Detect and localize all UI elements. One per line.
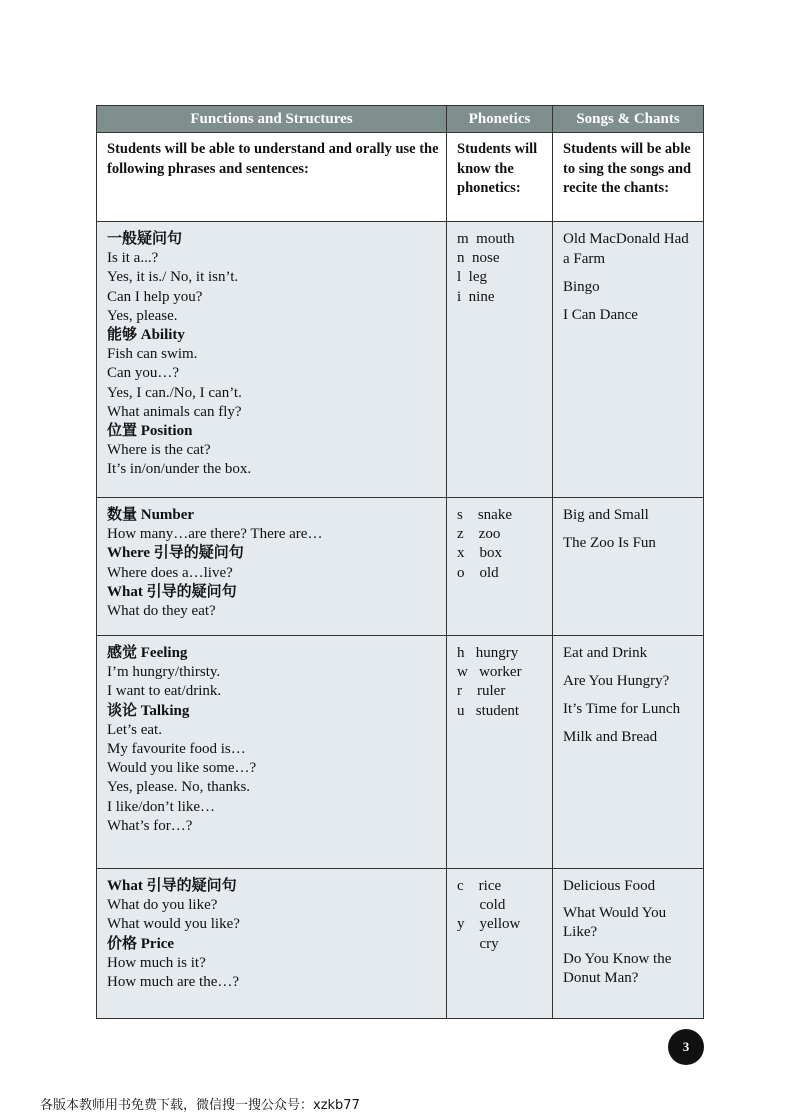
table-row xyxy=(97,222,704,498)
phonetic-item: w worker xyxy=(457,664,522,681)
section-heading: 数量 Number xyxy=(107,507,195,523)
footer-note: 各版本教师用书免费下载，微信搜一搜公众号：xzkb77 xyxy=(40,1098,360,1113)
page-number: 3 xyxy=(668,1029,704,1065)
phrase-line: Can I help you? xyxy=(107,288,203,305)
phonetics-cell xyxy=(447,869,553,1019)
phrase-line: It’s in/on/under the box. xyxy=(107,461,252,478)
song-title: Are You Hungry? xyxy=(563,673,670,689)
functions-cell xyxy=(97,222,447,498)
phonetic-item: cold xyxy=(457,897,506,914)
phrase-line: What do they eat? xyxy=(107,603,216,620)
phrase-line: Let’s eat. xyxy=(107,721,162,738)
phrase-line: Yes, I can./No, I can’t. xyxy=(107,384,242,401)
phonetic-item: h hungry xyxy=(457,645,519,661)
section-heading: Where 引导的疑问句 xyxy=(107,545,244,562)
phonetics-cell xyxy=(447,636,553,869)
intro-phonetics-text: Students will know the phonetics: xyxy=(457,141,538,196)
phrase-line: Where does a…live? xyxy=(107,564,233,581)
phrase-line: I want to eat/drink. xyxy=(107,683,222,700)
song-title: What Would You Like? xyxy=(563,904,667,940)
phrase-line: Yes, please. xyxy=(107,307,178,324)
table-row xyxy=(97,636,704,869)
section-heading: 位置 Position xyxy=(107,423,193,440)
intro-functions-text: Students will be able to understand and orally use the following phrases and sentences: xyxy=(107,141,439,177)
functions-cell xyxy=(97,498,447,636)
header-phonetics: Phonetics xyxy=(447,106,553,133)
phrase-line: Where is the cat? xyxy=(107,442,211,459)
phrase-line: How much is it? xyxy=(107,954,206,971)
phrase-line: I’m hungry/thirsty. xyxy=(107,664,221,681)
header-row xyxy=(97,106,704,133)
intro-row xyxy=(97,133,704,222)
phrase-line: My favourite food is… xyxy=(107,741,246,758)
phrase-line: Yes, please. No, thanks. xyxy=(107,779,251,796)
section-heading: 一般疑问句 xyxy=(107,231,183,247)
header-songs: Songs & Chants xyxy=(553,106,704,133)
song-title: The Zoo Is Fun xyxy=(563,535,656,551)
phonetics-cell xyxy=(447,222,553,498)
phrase-line: I like/don’t like… xyxy=(107,798,216,815)
song-title: Milk and Bread xyxy=(563,729,658,745)
section-heading: What 引导的疑问句 xyxy=(107,583,237,600)
phrase-line: Yes, it is./ No, it isn’t. xyxy=(107,269,239,286)
phrase-line: What’s for…? xyxy=(107,817,193,834)
phonetic-item: y yellow xyxy=(457,916,521,933)
songs-cell xyxy=(553,869,704,1019)
table-row xyxy=(97,869,704,1019)
header-functions: Functions and Structures xyxy=(97,106,447,133)
intro-functions xyxy=(97,133,447,222)
songs-cell xyxy=(553,222,704,498)
phrase-line: Can you…? xyxy=(107,365,180,382)
phrase-line: What would you like? xyxy=(107,916,240,933)
phonetic-item: s snake xyxy=(457,507,512,523)
phrase-line: Fish can swim. xyxy=(107,346,198,363)
song-title: I Can Dance xyxy=(563,306,638,323)
song-title: Eat and Drink xyxy=(563,645,648,661)
phonetic-item: l leg xyxy=(457,269,487,286)
phonetic-item: o old xyxy=(457,564,499,581)
intro-phonetics xyxy=(447,133,553,222)
song-title: Big and Small xyxy=(563,507,649,523)
phonetics-cell xyxy=(447,498,553,636)
phonetic-item: i nine xyxy=(457,288,495,305)
section-heading: 能够 Ability xyxy=(107,327,185,344)
phonetic-item: u student xyxy=(457,702,520,719)
phonetic-item: x box xyxy=(457,545,502,562)
functions-cell xyxy=(97,636,447,869)
phrase-line: What do you like? xyxy=(107,897,218,914)
phrase-line: Is it a...? xyxy=(107,250,159,267)
phonetic-item: m mouth xyxy=(457,231,515,247)
section-heading: 谈论 Talking xyxy=(107,702,190,719)
phonetic-item: c rice xyxy=(457,878,502,894)
intro-songs-text: Students will be able to sing the songs and recite the chants: xyxy=(563,141,692,196)
section-heading: What 引导的疑问句 xyxy=(107,878,237,894)
intro-songs xyxy=(553,133,704,222)
song-title: Bingo xyxy=(563,278,600,295)
section-heading: 价格 Price xyxy=(107,935,175,952)
song-title: Delicious Food xyxy=(563,878,656,894)
song-title: It’s Time for Lunch xyxy=(563,701,681,717)
phrase-line: Would you like some…? xyxy=(107,760,257,777)
phrase-line: How many…are there? There are… xyxy=(107,526,323,543)
phonetic-item: r ruler xyxy=(457,683,506,700)
songs-cell xyxy=(553,636,704,869)
phonetic-item: z zoo xyxy=(457,526,501,543)
song-title: Do You Know the Donut Man? xyxy=(563,950,672,986)
syllabus-table xyxy=(96,105,704,1019)
phonetic-item: cry xyxy=(457,935,499,952)
songs-cell xyxy=(553,498,704,636)
section-heading: 感觉 Feeling xyxy=(107,645,188,661)
phrase-line: How much are the…? xyxy=(107,974,240,991)
phrase-line: What animals can fly? xyxy=(107,403,242,420)
functions-cell xyxy=(97,869,447,1019)
phonetic-item: n nose xyxy=(457,250,500,267)
song-title: Old MacDonald Had a Farm xyxy=(563,231,689,267)
table-row xyxy=(97,498,704,636)
